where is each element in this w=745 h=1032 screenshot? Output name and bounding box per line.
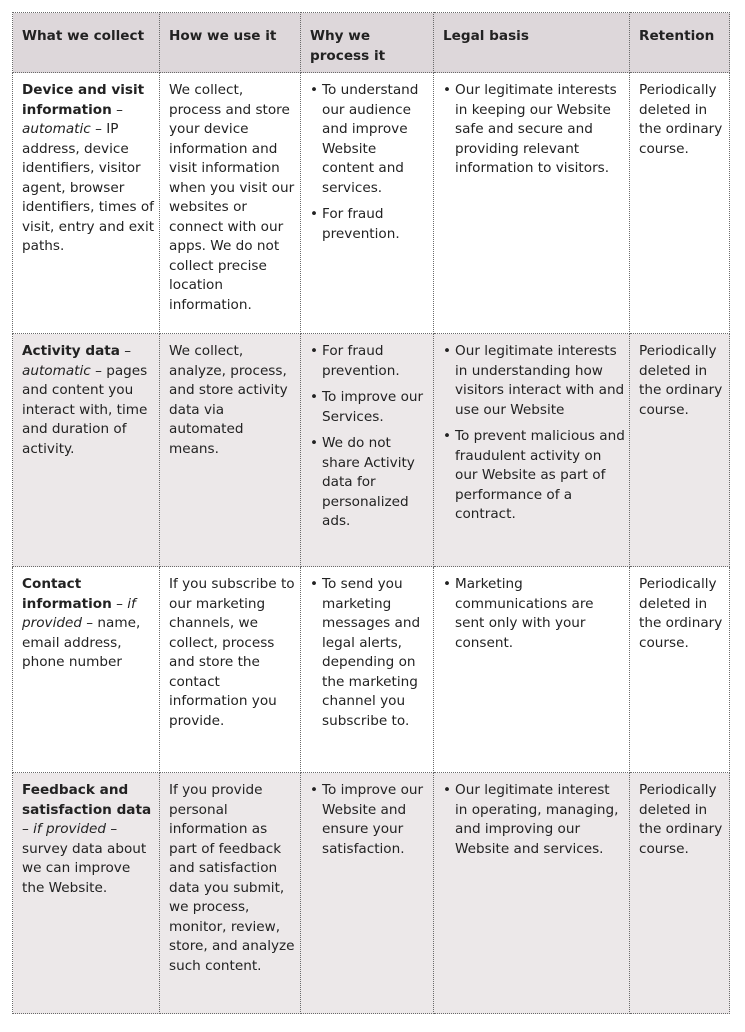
cell-legal-basis <box>434 567 630 773</box>
list-item <box>443 781 625 859</box>
dash: – <box>22 821 34 837</box>
bullet: • <box>310 206 319 222</box>
list-item <box>443 81 625 179</box>
header-retention: Retention <box>630 13 730 73</box>
data-category-detail: – pages and content you interact with, time and duration of activity. <box>22 362 148 457</box>
purpose-text: For fraud prevention. <box>322 343 400 379</box>
bullet: • <box>443 782 452 798</box>
data-category-title: Feedback and satisfaction data <box>22 782 152 818</box>
data-category-detail: – survey data about we can improve the Website. <box>22 821 147 896</box>
list-item <box>310 575 429 731</box>
bullet: • <box>310 82 319 98</box>
cell-how-we-use-it: If you provide personal information as part of feedback and satisfaction data you submit, we process, monitor, review, store, and analyze such content. <box>160 773 301 1014</box>
data-category-detail: – IP address, device identifiers, visitor agent, browser identifiers, times of visit, entry and exit paths. <box>22 121 155 254</box>
legal-basis-list <box>443 81 625 179</box>
bullet: • <box>310 343 319 359</box>
header-legal-basis: Legal basis <box>434 13 630 73</box>
cell-what-we-collect <box>13 567 160 773</box>
list-item <box>310 388 429 427</box>
data-category-detail: – name, email address, phone number <box>22 615 141 670</box>
cell-legal-basis <box>434 334 630 567</box>
table-row <box>13 567 730 773</box>
legal-basis-list <box>443 575 625 653</box>
bullet: • <box>310 389 319 405</box>
legal-basis-text: Our legitimate interests in keeping our Website safe and secure and providing relevant information to visitors. <box>455 82 617 176</box>
header-what-we-collect: What we collect <box>13 13 160 73</box>
header-how-we-use-it: How we use it <box>160 13 301 73</box>
list-item <box>310 205 429 244</box>
bullet: • <box>310 576 319 592</box>
collection-method: if provided <box>22 595 136 631</box>
bullet: • <box>310 782 319 798</box>
table-row <box>13 334 730 567</box>
purpose-list <box>310 81 429 244</box>
legal-basis-text: To prevent malicious and fraudulent activity on our Website as part of performance of a contract. <box>455 428 625 522</box>
legal-basis-list <box>443 781 625 859</box>
collection-method: automatic <box>22 362 91 379</box>
legal-basis-list <box>443 342 625 525</box>
cell-why-we-process-it <box>301 567 434 773</box>
list-item <box>310 342 429 381</box>
bullet: • <box>310 435 319 451</box>
legal-basis-text: Marketing communications are sent only with your consent. <box>455 576 594 651</box>
list-item <box>310 81 429 198</box>
table-row <box>13 73 730 334</box>
purpose-text: To improve our Services. <box>322 389 424 425</box>
table-header-row <box>13 13 730 73</box>
collection-method: if provided <box>33 821 106 837</box>
cell-retention: Periodically deleted in the ordinary course. <box>630 334 730 567</box>
purpose-text: For fraud prevention. <box>322 206 400 242</box>
dash: – <box>111 101 123 118</box>
list-item <box>310 434 429 532</box>
cell-how-we-use-it: We collect, analyze, process, and store activity data via automated means. <box>160 334 301 567</box>
cell-what-we-collect <box>13 773 160 1014</box>
purpose-text: To improve our Website and ensure your satisfaction. <box>322 782 424 857</box>
dash: – <box>111 595 128 612</box>
data-category-title: Activity data <box>22 343 120 359</box>
bullet: • <box>443 82 452 98</box>
purpose-list <box>310 781 429 859</box>
cell-how-we-use-it: We collect, process and store your device information and visit information when you visit our websites or connect with our apps. We do not collect precise location information. <box>160 73 301 334</box>
purpose-list <box>310 575 429 731</box>
legal-basis-text: Our legitimate interest in operating, managing, and improving our Website and services. <box>455 782 619 857</box>
cell-why-we-process-it <box>301 73 434 334</box>
list-item <box>443 575 625 653</box>
dash: – <box>119 343 132 359</box>
purpose-text: To understand our audience and improve Website content and services. <box>322 82 419 196</box>
cell-retention: Periodically deleted in the ordinary course. <box>630 73 730 334</box>
data-category-title: Device and visit information <box>22 82 145 118</box>
cell-legal-basis <box>434 773 630 1014</box>
cell-how-we-use-it: If you subscribe to our marketing channels, we collect, process and store the contact information you provide. <box>160 567 301 773</box>
purpose-list <box>310 342 429 532</box>
cell-legal-basis <box>434 73 630 334</box>
cell-retention: Periodically deleted in the ordinary course. <box>630 773 730 1014</box>
header-why-we-process-it: Why we process it <box>301 13 434 73</box>
list-item <box>310 781 429 859</box>
bullet: • <box>443 343 452 359</box>
cell-what-we-collect <box>13 334 160 567</box>
legal-basis-text: Our legitimate interests in understanding how visitors interact with and use our Website <box>455 343 625 418</box>
bullet: • <box>443 576 452 592</box>
cell-why-we-process-it <box>301 334 434 567</box>
list-item <box>443 427 625 525</box>
cell-what-we-collect <box>13 73 160 334</box>
cell-retention: Periodically deleted in the ordinary course. <box>630 567 730 773</box>
purpose-text: To send you marketing messages and legal alerts, depending on the marketing channel you subscribe to. <box>322 576 421 729</box>
privacy-table-container <box>12 12 729 1014</box>
data-collection-table <box>12 12 730 1014</box>
bullet: • <box>443 428 452 444</box>
table-row <box>13 773 730 1014</box>
cell-why-we-process-it <box>301 773 434 1014</box>
list-item <box>443 342 625 420</box>
data-category-title: Contact information <box>22 576 112 612</box>
purpose-text: We do not share Activity data for personalized ads. <box>322 435 415 529</box>
collection-method: automatic <box>22 121 91 137</box>
